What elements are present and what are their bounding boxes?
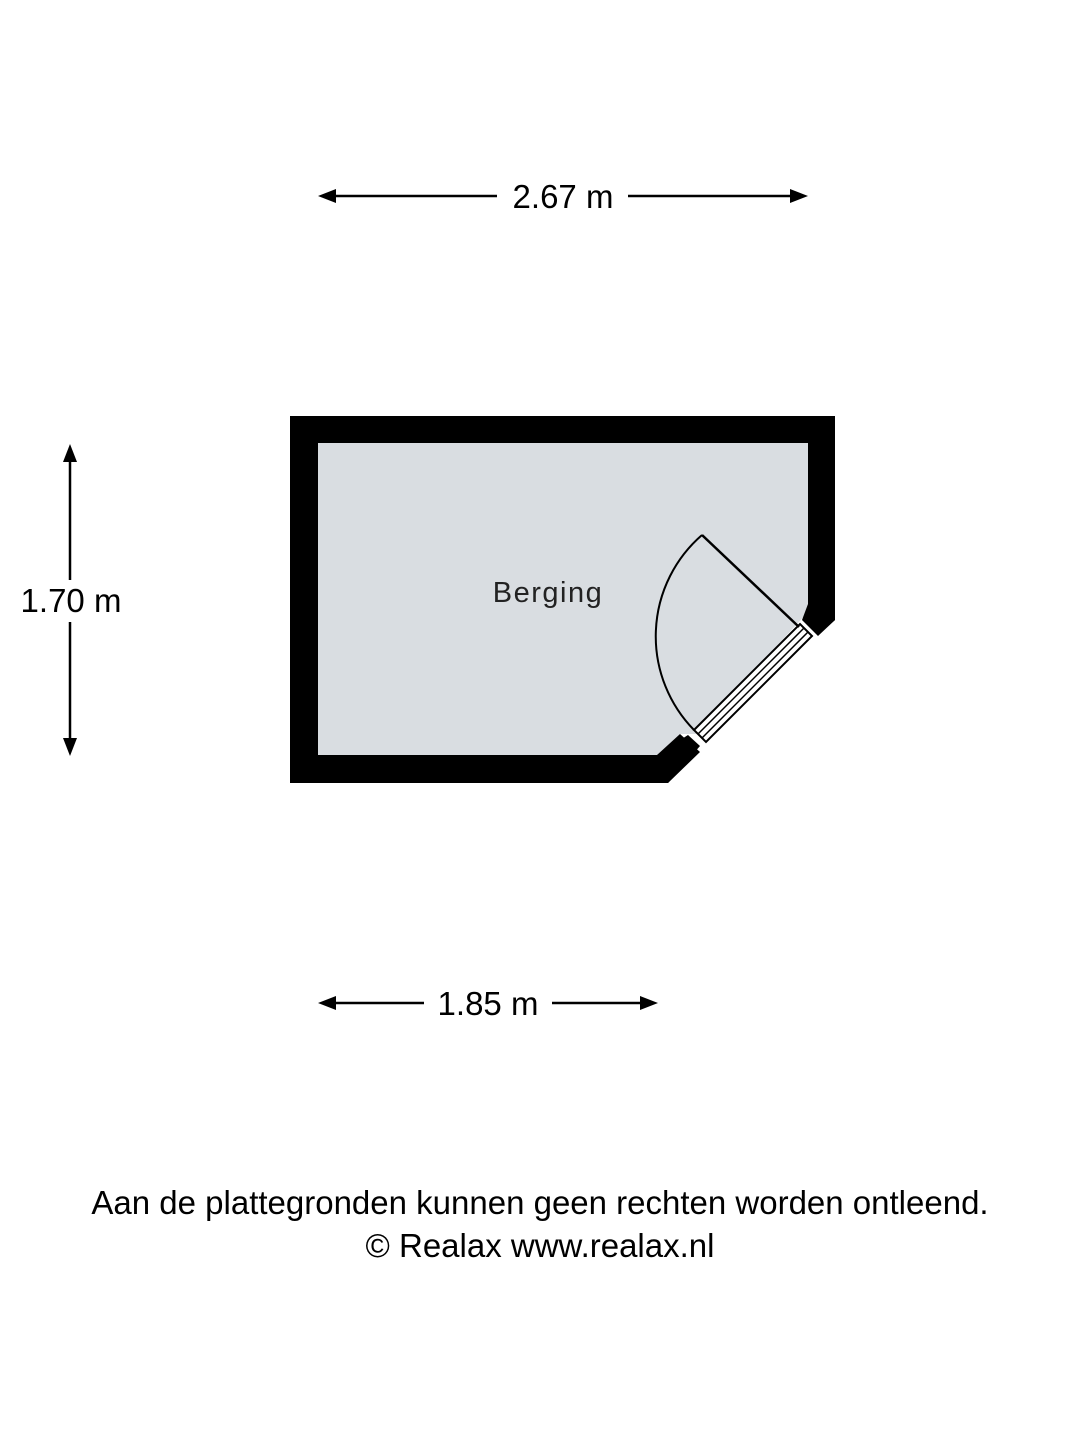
left-dimension-arrow-top	[63, 444, 77, 462]
top-dimension-arrow-left	[318, 189, 336, 203]
top-dimension-arrow-right	[790, 189, 808, 203]
left-dimension	[21, 444, 122, 756]
bottom-dimension	[318, 985, 658, 1022]
bottom-dimension-arrow-right	[640, 996, 658, 1010]
top-dimension-label: 2.67 m	[512, 178, 614, 215]
copyright-text: © Realax www.realax.nl	[365, 1227, 715, 1264]
left-dimension-arrow-bottom	[63, 738, 77, 756]
disclaimer-text: Aan de plattegronden kunnen geen rechten worden ontleend.	[91, 1184, 989, 1221]
left-dimension-label: 1.70 m	[20, 582, 122, 619]
bottom-dimension-label: 1.85 m	[437, 985, 539, 1022]
bottom-dimension-arrow-left	[318, 996, 336, 1010]
room-label: Berging	[492, 577, 604, 609]
top-dimension	[318, 178, 808, 215]
